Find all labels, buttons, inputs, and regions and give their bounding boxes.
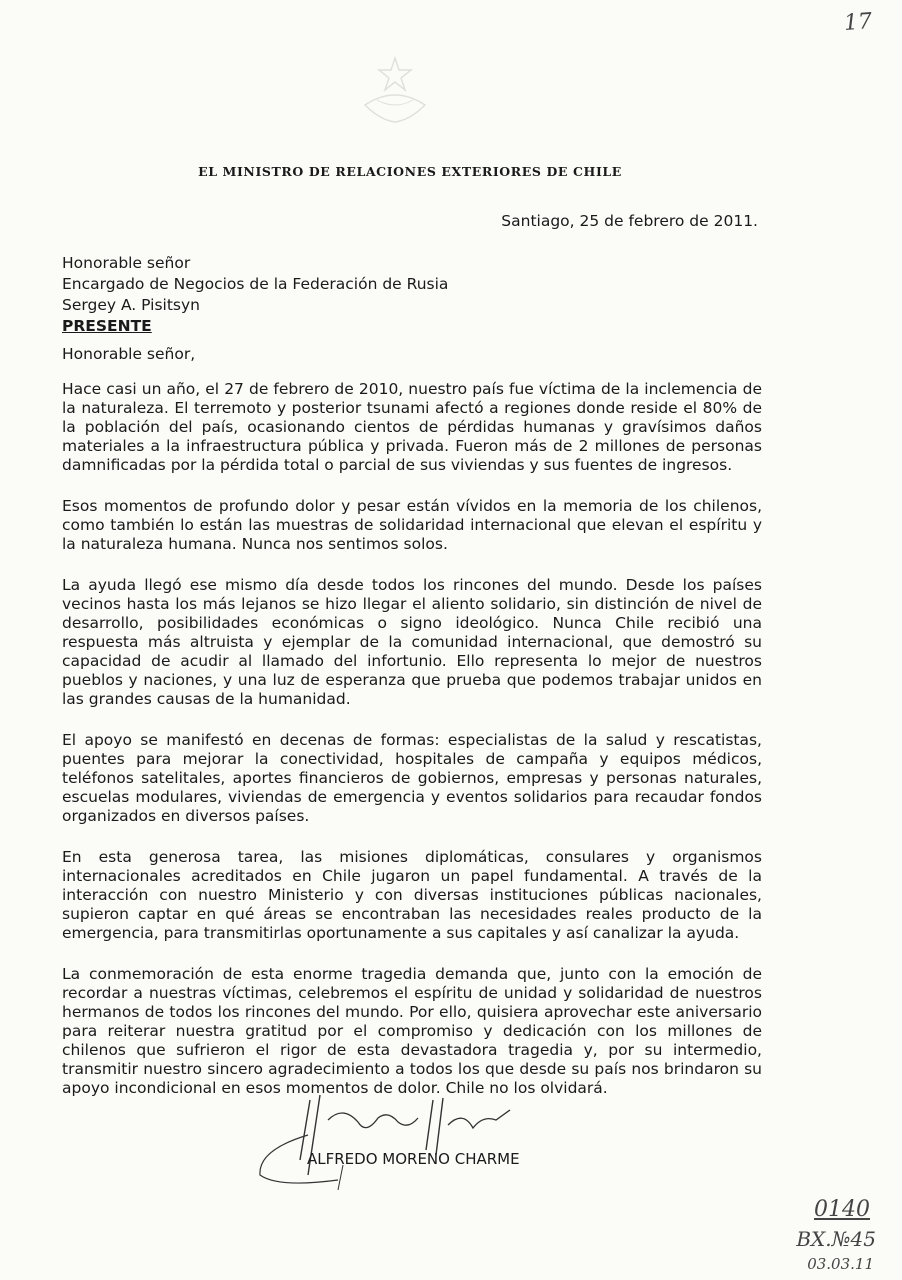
handwritten-signature-icon — [248, 1080, 528, 1190]
paragraph: La ayuda llegó ese mismo día desde todos los rincones del mundo. Desde los países vecinos hasta los más lejanos se hizo llegar el aliento solidario, sin distinción de nivel de desarrollo, posibilidades económicas o signo ideológico. Nunca Chile recibió una respuesta más altruista y ejemplar de la comunidad internacional, que demostró su capacidad de acudir al llamado del infortunio. Ello representa lo mejor de nuestros pueblos y naciones, y una luz de esperanza que prueba que podemos trabajar unidos en las grandes causas de la humanidad. — [62, 576, 762, 708]
paragraph: La conmemoración de esta enorme tragedia demanda que, junto con la emoción de recordar a nuestras víctimas, celebremos el espíritu de unidad y solidaridad de nuestros hermanos de todos los rincones del mundo. Por ello, quisiera aprovechar este aniversario para reiterar nuestra gratitud por el compromiso y dedicación con los millones de chilenos que sufrieron el rigor de esta devastadora tragedia y, por su intermedio, transmitir nuestro sincero agradecimiento a todos los que desde su país nos brindaron su apoyo incondicional en esos momentos de dolor. Chile no los olvidará. — [62, 965, 762, 1097]
paragraph: Esos momentos de profundo dolor y pesar están vívidos en la memoria de los chilenos, como también lo están las muestras de solidaridad internacional que elevan el espíritu y la naturaleza humana. Nunca nos sentimos solos. — [62, 497, 762, 553]
paragraph: Hace casi un año, el 27 de febrero de 2010, nuestro país fue víctima de la inclemencia de la naturaleza. El terremoto y posterior tsunami afectó a regiones donde reside el 80% de la población del país, ocasionando cientos de pérdidas humanas y gravísimos daños materiales a la infraestructura pública y privada. Fueron más de 2 millones de personas damnificadas por la pérdida total o parcial de sus viviendas y sus fuentes de ingresos. — [62, 380, 762, 474]
recipient-line: Sergey A. Pisitsyn — [62, 296, 200, 314]
stamp-number: 0140 — [814, 1197, 870, 1222]
presente-label: PRESENTE — [62, 317, 152, 335]
recipient-line: Honorable señor — [62, 254, 191, 272]
salutation: Honorable señor, — [62, 345, 196, 363]
letter-header: EL MINISTRO DE RELACIONES EXTERIORES DE CHILE — [198, 164, 622, 179]
paragraph: En esta generosa tarea, las misiones diplomáticas, consulares y organismos internacionales acreditados en Chile jugaron un papel fundamental. A través de la interacción con nuestro Ministerio y con diversas instituciones públicas nacionales, supieron captar en qué áreas se encontraban las necesidades reales producto de la emergencia, para transmitirlas oportunamente a sus capitales y así canalizar la ayuda. — [62, 848, 762, 942]
letter-date: Santiago, 25 de febrero de 2011. — [501, 212, 758, 230]
signatory-name: ALFREDO MORENO CHARME — [307, 1150, 520, 1168]
recipient-block — [62, 253, 448, 337]
paragraph: El apoyo se manifestó en decenas de formas: especialistas de la salud y rescatistas, puentes para mejorar la conectividad, hospitales de campaña y equipos médicos, teléfonos satelitales, aportes financieros de gobiernos, empresas y personas naturales, escuelas modulares, viviendas de emergencia y eventos solidarios para recaudar fondos organizados en diversos países. — [62, 731, 762, 825]
stamp-reference: ВХ.№45 — [796, 1227, 876, 1251]
coat-of-arms-emblem-icon — [355, 50, 435, 130]
letter-body — [62, 380, 762, 1120]
recipient-line: Encargado de Negocios de la Federación de Rusia — [62, 275, 449, 293]
handwritten-page-number: 17 — [843, 9, 873, 36]
handwritten-registration-stamp — [794, 1195, 884, 1280]
stamp-date: 03.03.11 — [807, 1255, 874, 1273]
